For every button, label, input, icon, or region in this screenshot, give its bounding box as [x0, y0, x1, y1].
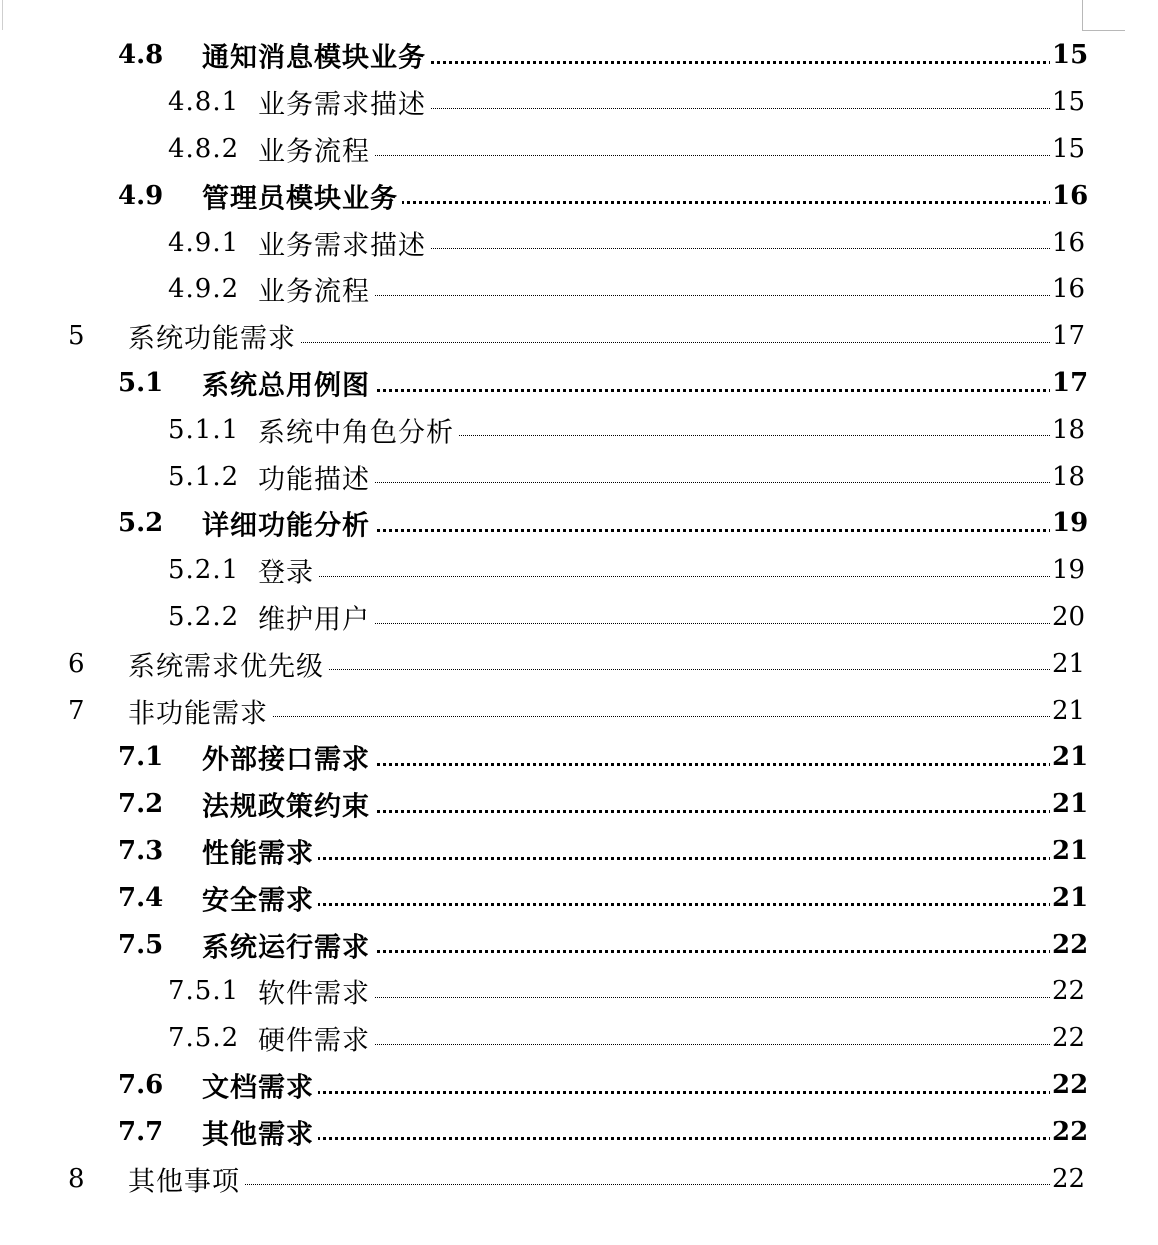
toc-entry[interactable]	[0, 219, 1158, 266]
toc-entry[interactable]	[0, 828, 1158, 875]
toc-entry-page-number: 22	[1050, 930, 1092, 960]
toc-entry-title[interactable]: 安全需求	[202, 878, 318, 917]
toc-entry[interactable]	[0, 687, 1158, 734]
toc-entry-number: 4.9	[118, 180, 164, 211]
toc-entry-page-number: 18	[1050, 462, 1092, 492]
toc-dot-leader	[258, 1044, 1078, 1045]
toc-entry-page-number: 20	[1050, 602, 1092, 632]
toc-entry-page-number: 17	[1050, 321, 1092, 351]
toc-entry-title[interactable]: 系统总用例图	[202, 363, 374, 402]
toc-entry-number: 6	[68, 648, 85, 679]
toc-entry[interactable]	[0, 781, 1158, 828]
toc-entry[interactable]	[0, 313, 1158, 360]
toc-entry[interactable]	[0, 453, 1158, 500]
toc-dot-leader	[202, 1091, 1078, 1094]
toc-entry-page-number: 19	[1050, 508, 1092, 538]
toc-entry-title[interactable]: 功能描述	[258, 457, 374, 496]
toc-entry-title[interactable]: 详细功能分析	[202, 504, 374, 543]
table-of-contents	[0, 32, 1158, 1202]
toc-entry[interactable]	[0, 640, 1158, 687]
toc-entry-number: 7.7	[118, 1116, 164, 1147]
toc-entry-title[interactable]: 业务需求描述	[258, 83, 430, 122]
toc-entry-title[interactable]: 非功能需求	[128, 691, 272, 730]
toc-entry-page-number: 21	[1050, 836, 1092, 866]
toc-entry-page-number: 16	[1050, 274, 1092, 304]
toc-entry-page-number: 17	[1050, 368, 1092, 398]
toc-entry-number: 5.2	[118, 508, 164, 539]
toc-entry-page-number: 22	[1050, 1070, 1092, 1100]
toc-entry[interactable]	[0, 1015, 1158, 1062]
toc-dot-leader	[258, 482, 1078, 483]
toc-entry[interactable]	[0, 968, 1158, 1015]
toc-entry-page-number: 19	[1050, 555, 1092, 585]
toc-entry-number: 7	[68, 695, 85, 726]
toc-entry[interactable]	[0, 172, 1158, 219]
toc-entry-title[interactable]: 文档需求	[202, 1065, 318, 1104]
toc-entry-page-number: 15	[1050, 87, 1092, 117]
toc-entry-number: 7.1	[118, 742, 164, 773]
toc-entry[interactable]	[0, 406, 1158, 453]
toc-entry-number: 7.6	[118, 1069, 164, 1100]
toc-entry-page-number: 16	[1050, 181, 1092, 211]
toc-entry-title[interactable]: 系统运行需求	[202, 925, 374, 964]
page-corner-mark	[1082, 0, 1125, 31]
toc-entry[interactable]	[0, 266, 1158, 313]
toc-entry-number: 7.5	[118, 929, 164, 960]
toc-entry-title[interactable]: 法规政策约束	[202, 785, 374, 824]
toc-entry-title[interactable]: 业务流程	[258, 129, 374, 168]
toc-dot-leader	[128, 1184, 1078, 1185]
toc-dot-leader	[202, 1137, 1078, 1140]
toc-entry-title[interactable]: 系统中角色分析	[258, 410, 458, 449]
toc-entry-title[interactable]: 业务需求描述	[258, 223, 430, 262]
toc-entry[interactable]	[0, 500, 1158, 547]
toc-entry-page-number: 15	[1050, 134, 1092, 164]
toc-entry-number: 7.5.1	[168, 976, 240, 1007]
toc-dot-leader	[202, 857, 1078, 860]
toc-entry-number: 8	[68, 1163, 85, 1194]
toc-entry-page-number: 21	[1050, 649, 1092, 679]
toc-entry-number: 4.8.2	[168, 133, 240, 164]
toc-entry-number: 5.2.2	[168, 601, 240, 632]
toc-entry-page-number: 21	[1050, 696, 1092, 726]
toc-entry[interactable]	[0, 360, 1158, 407]
toc-entry[interactable]	[0, 1108, 1158, 1155]
toc-entry-page-number: 21	[1050, 883, 1092, 913]
toc-entry[interactable]	[0, 126, 1158, 173]
toc-entry-title[interactable]: 软件需求	[258, 972, 374, 1011]
toc-entry-title[interactable]: 系统功能需求	[128, 317, 300, 356]
toc-entry-number: 7.5.2	[168, 1023, 240, 1054]
toc-entry-number: 5.1.1	[168, 414, 240, 445]
page-corner-mark-left	[0, 0, 3, 30]
toc-entry[interactable]	[0, 921, 1158, 968]
toc-entry-title[interactable]: 通知消息模块业务	[202, 36, 430, 75]
toc-entry-title[interactable]: 其他事项	[128, 1159, 244, 1198]
toc-entry-page-number: 15	[1050, 40, 1092, 70]
toc-entry-title[interactable]: 硬件需求	[258, 1019, 374, 1058]
toc-dot-leader	[258, 295, 1078, 296]
toc-entry-number: 7.3	[118, 835, 164, 866]
toc-entry-title[interactable]: 其他需求	[202, 1112, 318, 1151]
toc-entry-title[interactable]: 性能需求	[202, 831, 318, 870]
toc-entry[interactable]	[0, 1062, 1158, 1109]
toc-entry-title[interactable]: 管理员模块业务	[202, 176, 402, 215]
toc-entry-number: 7.2	[118, 789, 164, 820]
toc-dot-leader	[258, 623, 1078, 624]
toc-entry-number: 4.9.2	[168, 274, 240, 305]
toc-dot-leader	[258, 155, 1078, 156]
toc-entry-page-number: 18	[1050, 415, 1092, 445]
toc-entry-number: 5.1	[118, 367, 164, 398]
toc-entry[interactable]	[0, 874, 1158, 921]
toc-entry-number: 5	[68, 321, 85, 352]
toc-entry-title[interactable]: 外部接口需求	[202, 738, 374, 777]
toc-entry-title[interactable]: 登录	[258, 551, 318, 590]
toc-entry-page-number: 16	[1050, 228, 1092, 258]
toc-entry[interactable]	[0, 594, 1158, 641]
toc-dot-leader	[258, 576, 1078, 577]
toc-entry-page-number: 22	[1050, 1023, 1092, 1053]
toc-entry-number: 5.1.2	[168, 461, 240, 492]
toc-entry[interactable]	[0, 734, 1158, 781]
toc-entry[interactable]	[0, 547, 1158, 594]
toc-entry-page-number: 21	[1050, 742, 1092, 772]
toc-entry-page-number: 21	[1050, 789, 1092, 819]
toc-entry-number: 5.2.1	[168, 555, 240, 586]
toc-entry-page-number: 22	[1050, 1164, 1092, 1194]
toc-entry[interactable]	[0, 79, 1158, 126]
toc-dot-leader	[258, 997, 1078, 998]
toc-entry-page-number: 22	[1050, 976, 1092, 1006]
toc-entry-number: 4.8.1	[168, 87, 240, 118]
toc-entry-page-number: 22	[1050, 1117, 1092, 1147]
toc-entry-title[interactable]: 系统需求优先级	[128, 644, 328, 683]
toc-entry[interactable]	[0, 1155, 1158, 1202]
toc-entry-title[interactable]: 业务流程	[258, 270, 374, 309]
toc-entry-number: 7.4	[118, 882, 164, 913]
toc-dot-leader	[202, 903, 1078, 906]
toc-entry[interactable]	[0, 32, 1158, 79]
toc-entry-title[interactable]: 维护用户	[258, 597, 374, 636]
toc-entry-number: 4.9.1	[168, 227, 240, 258]
toc-entry-number: 4.8	[118, 40, 164, 71]
